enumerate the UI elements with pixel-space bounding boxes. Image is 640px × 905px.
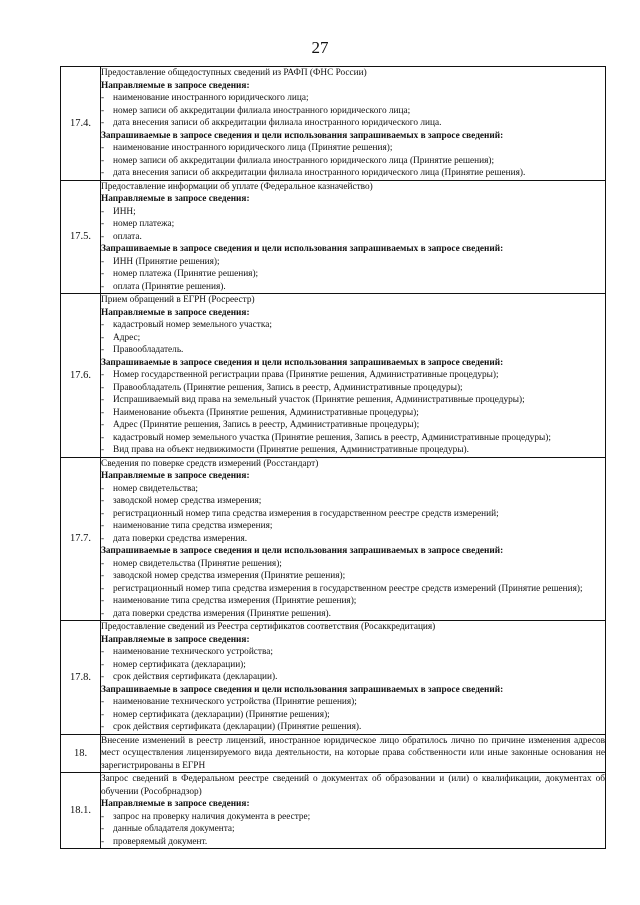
requested-field-item [101, 167, 605, 180]
requested-fields-header: Запрашиваемые в запросе сведения и цели использования запрашиваемых в запросе сведений: [101, 357, 504, 368]
sent-field-text: номер записи об аккредитации филиала иностранного юридического лица; [113, 105, 411, 116]
requested-field-text: Испрашиваемый вид права на земельный участок (Принятие решения, Административные процедуры); [113, 395, 525, 405]
services-table [60, 66, 606, 849]
requested-field-item [101, 432, 605, 445]
sent-field-item [101, 92, 605, 105]
requested-field-item [101, 268, 605, 281]
sent-field-item [101, 508, 605, 521]
row-number: 18.1. [61, 773, 101, 849]
requested-fields-header: Запрашиваемые в запросе сведения и цели использования запрашиваемых в запросе сведений: [101, 684, 504, 695]
sent-field-item [101, 671, 605, 684]
sent-field-text: дата внесения записи об аккредитации филиала иностранного юридического лица. [113, 118, 442, 128]
requested-field-text: оплата (Принятие решения). [113, 281, 226, 292]
requested-field-item [101, 696, 605, 709]
sent-field-text: наименование типа средства измерения; [113, 521, 273, 531]
row-number: 17.6. [61, 294, 101, 458]
requested-field-item [101, 142, 605, 155]
service-title: Запрос сведений в Федеральном реестре сведений о документах об образовании и (или) о квалификации, документах об обучении (Рособрнадзор) [101, 774, 605, 797]
requested-field-text: номер записи об аккредитации филиала иностранного юридического лица (Принятие решения); [113, 155, 495, 166]
sent-field-text: данные обладателя документа; [113, 824, 235, 834]
requested-field-item [101, 721, 605, 734]
sent-field-item [101, 520, 605, 533]
service-title: Предоставление сведений из Реестра сертификатов соответствия (Росаккредитация) [101, 622, 436, 632]
sent-fields-header: Направляемые в запросе сведения: [101, 194, 250, 204]
table-row [61, 734, 606, 773]
sent-field-text: номер сертификата (декларации); [113, 659, 246, 670]
row-content [101, 734, 606, 773]
requested-fields-header: Запрашиваемые в запросе сведения и цели использования запрашиваемых в запросе сведений: [101, 130, 504, 141]
sent-field-text: срок действия сертификата (декларации). [113, 672, 278, 682]
sent-fields-header: Направляемые в запросе сведения: [101, 307, 250, 318]
sent-fields-header: Направляемые в запросе сведения: [101, 80, 250, 91]
row-text: Внесение изменений в реестр лицензий, иностранное юридическое лицо обратилось лично по причине изменения адресов мест осуществления лицензируемого вида деятельности, на которые права собственности или иные законные основания не зарегистрированы в ЕГРН [101, 735, 605, 771]
sent-field-text: регистрационный номер типа средства измерения в государственном реестре средств измерений; [113, 508, 499, 519]
requested-field-item [101, 419, 605, 432]
table-row [61, 621, 606, 735]
sent-field-item [101, 344, 605, 357]
requested-field-text: ИНН (Принятие решения); [113, 256, 220, 267]
sent-field-text: заводской номер средства измерения; [113, 496, 262, 506]
sent-field-item [101, 319, 605, 332]
requested-field-text: дата внесения записи об аккредитации филиала иностранного юридического лица (Принятие решения). [113, 168, 526, 178]
sent-fields-header: Направляемые в запросе сведения: [101, 634, 250, 645]
sent-field-text: наименование иностранного юридического лица; [113, 93, 309, 103]
row-content [101, 180, 606, 294]
row-content [101, 294, 606, 458]
requested-field-item [101, 382, 605, 395]
requested-field-text: регистрационный номер типа средства измерения в государственном реестре средств измерений (Принятие решения); [113, 583, 583, 594]
sent-field-text: ИНН; [113, 206, 136, 217]
sent-field-item [101, 823, 605, 836]
sent-field-item [101, 836, 605, 849]
sent-field-text: дата поверки средства измерения. [113, 533, 248, 544]
row-content [101, 457, 606, 621]
row-number: 17.7. [61, 457, 101, 621]
sent-fields-header: Направляемые в запросе сведения: [101, 471, 250, 481]
requested-field-text: наименование технического устройства (Принятие решения); [113, 697, 357, 707]
sent-field-text: Правообладатель. [113, 345, 184, 355]
sent-field-item [101, 811, 605, 824]
page-number: 27 [311, 38, 329, 57]
row-number: 17.4. [61, 67, 101, 181]
requested-field-text: номер сертификата (декларации) (Принятие решения); [113, 709, 330, 720]
requested-field-item [101, 558, 605, 571]
requested-field-text: наименование типа средства измерения (Принятие решения); [113, 596, 357, 606]
sent-field-item [101, 206, 605, 219]
requested-field-item [101, 155, 605, 168]
requested-field-text: Правообладатель (Принятие решения, Запись в реестр, Административные процедуры); [113, 382, 463, 393]
requested-field-text: Вид права на объект недвижимости (Принятие решения, Административные процедуры). [113, 445, 469, 455]
sent-field-text: оплата. [113, 231, 142, 242]
row-content [101, 621, 606, 735]
requested-fields-header: Запрашиваемые в запросе сведения и цели использования запрашиваемых в запросе сведений: [101, 546, 504, 556]
requested-field-text: Адрес (Принятие решения, Запись в реестр, Административные процедуры); [113, 420, 420, 430]
requested-field-item [101, 608, 605, 621]
sent-field-text: Адрес; [113, 332, 141, 343]
sent-field-text: проверяемый документ. [113, 836, 208, 847]
requested-field-item [101, 394, 605, 407]
requested-field-text: номер платежа (Принятие решения); [113, 269, 259, 279]
sent-field-item [101, 659, 605, 672]
requested-field-item [101, 256, 605, 269]
service-title: Предоставление общедоступных сведений из РАФП (ФНС России) [101, 68, 367, 78]
sent-field-text: кадастровый номер земельного участка; [113, 320, 272, 330]
sent-field-item [101, 117, 605, 130]
sent-field-item [101, 105, 605, 118]
row-number: 18. [61, 734, 101, 773]
table-row [61, 773, 606, 849]
requested-field-text: кадастровый номер земельного участка (Принятие решения, Запись в реестр, Административные процедуры); [113, 432, 551, 443]
requested-fields-header: Запрашиваемые в запросе сведения и цели использования запрашиваемых в запросе сведений: [101, 244, 504, 254]
requested-field-text: заводской номер средства измерения (Принятие решения); [113, 571, 346, 581]
requested-field-text: Наименование объекта (Принятие решения, Административные процедуры); [113, 407, 419, 418]
requested-field-text: дата поверки средства измерения (Принятие решения). [113, 608, 331, 619]
requested-field-item [101, 709, 605, 722]
row-number: 17.8. [61, 621, 101, 735]
requested-field-text: номер свидетельства (Принятие решения); [113, 558, 282, 569]
sent-field-item [101, 646, 605, 659]
table-row [61, 457, 606, 621]
service-title: Предоставление информации об уплате (Федеральное казначейство) [101, 181, 373, 192]
requested-field-item [101, 583, 605, 596]
requested-field-text: Номер государственной регистрации права (Принятие решения, Административные процедуры); [113, 370, 499, 380]
sent-field-text: наименование технического устройства; [113, 647, 273, 657]
sent-field-item [101, 483, 605, 496]
service-title: Прием обращений в ЕГРН (Росреестр) [101, 295, 255, 305]
table-row [61, 180, 606, 294]
sent-field-item [101, 218, 605, 231]
sent-fields-header: Направляемые в запросе сведения: [101, 799, 250, 809]
row-content [101, 773, 606, 849]
sent-field-text: номер свидетельства; [113, 483, 199, 494]
row-number: 17.5. [61, 180, 101, 294]
requested-field-item [101, 369, 605, 382]
table-row [61, 294, 606, 458]
requested-field-item [101, 444, 605, 457]
row-content [101, 67, 606, 181]
sent-field-text: запрос на проверку наличия документа в реестре; [113, 811, 311, 822]
sent-field-item [101, 332, 605, 345]
sent-field-text: номер платежа; [113, 219, 175, 229]
sent-field-item [101, 231, 605, 244]
requested-field-text: срок действия сертификата (декларации) (Принятие решения). [113, 722, 362, 732]
requested-field-item [101, 281, 605, 294]
requested-field-item [101, 595, 605, 608]
requested-field-item [101, 407, 605, 420]
requested-field-item [101, 570, 605, 583]
sent-field-item [101, 533, 605, 546]
sent-field-item [101, 495, 605, 508]
service-title: Сведения по поверке средств измерений (Росстандарт) [101, 458, 319, 469]
requested-field-text: наименование иностранного юридического лица (Принятие решения); [113, 143, 393, 153]
table-row [61, 67, 606, 181]
